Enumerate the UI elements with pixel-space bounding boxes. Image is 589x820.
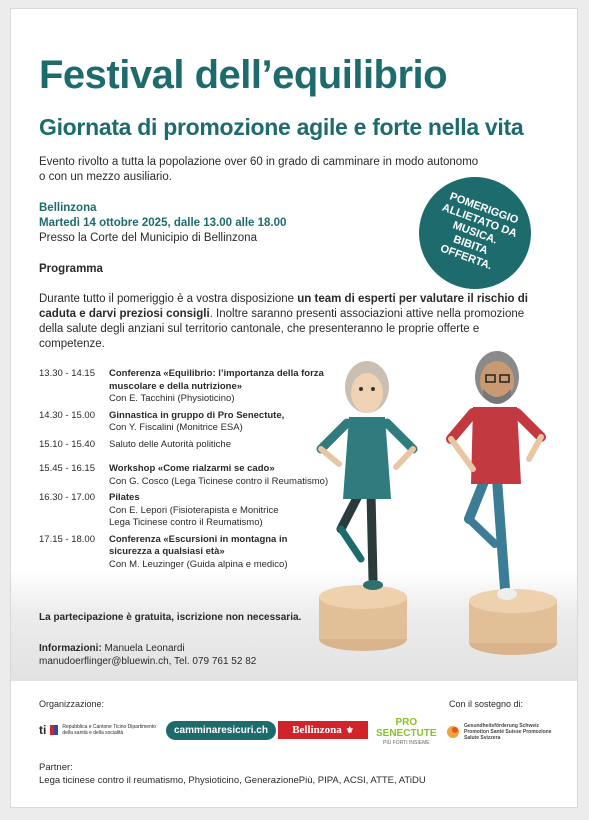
info-contact[interactable]: manudoerflinger@bluewin.ch, Tel. 079 761 52 82 xyxy=(39,656,257,667)
canton-ticino-logo xyxy=(39,723,157,737)
schedule-title: Ginnastica in gruppo di Pro Senectute, xyxy=(109,409,285,421)
partner-label: Partner: xyxy=(39,762,73,773)
schedule-speaker: Con G. Cosco (Lega Ticinese contro il Reumatismo) xyxy=(109,475,329,487)
program-heading: Programma xyxy=(39,263,103,275)
support-label: Con il sostegno di: xyxy=(449,699,524,709)
schedule-speaker: Con E. Tacchini (Physioticino) xyxy=(109,393,235,404)
poster-title: Festival dell’equilibrio xyxy=(39,53,448,97)
info-label: Informazioni: xyxy=(39,643,102,654)
ti-mark-icon: ti xyxy=(39,723,47,737)
schedule-title: Pilates xyxy=(109,492,140,503)
sponsors-footer xyxy=(11,681,578,808)
schedule-time: 14.30 - 15.00 xyxy=(39,409,95,421)
pro-senectute-logo xyxy=(376,717,437,747)
contact-info xyxy=(39,642,256,668)
schedule-speaker: Con Y. Fiscalini (Monitrice ESA) xyxy=(109,422,243,433)
program-text-bold: un team di esperti per valutare il rischio di caduta e darvi preziosi consigli xyxy=(39,293,528,320)
man-figure xyxy=(451,351,541,600)
event-city: Bellinzona xyxy=(39,202,97,214)
schedule-time: 13.30 - 14.15 xyxy=(39,368,95,379)
pro-text: PRO xyxy=(395,717,418,728)
right-pedestal xyxy=(469,589,557,655)
schedule-title: Conferenza «Equilibrio: l’importanza della forza muscolare e della nutrizione» xyxy=(109,368,324,392)
event-details xyxy=(39,201,286,246)
organization-label: Organizzazione: xyxy=(39,699,105,709)
schedule-title: Workshop «Come rialzarmi se cado» xyxy=(109,463,275,474)
schedule-row xyxy=(39,463,339,488)
info-name: Manuela Leonardi xyxy=(101,643,185,654)
camminaresicuri-logo: camminaresicuri.ch xyxy=(166,721,276,740)
schedule-row xyxy=(39,368,339,406)
schedule-time: 15.10 - 15.40 xyxy=(39,438,95,450)
senectute-text: SENECTUTE xyxy=(376,728,437,739)
left-pedestal xyxy=(319,585,407,651)
bellinzona-text: Bellinzona xyxy=(292,724,342,736)
bellinzona-crest-icon: ⚜ xyxy=(345,724,354,735)
schedule-row xyxy=(39,492,339,530)
schedule-speaker: Con M. Leuzinger (Guida alpina e medico) xyxy=(109,558,288,570)
program-text-part-2: . Inoltre saranno presenti associazioni attive nella promozione della salute degli anziani sul territorio cantonale, che presenteranno le proprie offerte e competenze. xyxy=(39,308,525,350)
intro-text xyxy=(39,155,479,185)
health-promotion-icon xyxy=(446,725,460,739)
program-schedule xyxy=(39,368,339,575)
bellinzona-logo xyxy=(278,721,368,739)
event-date: Martedì 14 ottobre 2025, dalle 13.00 alle 18.00 xyxy=(39,217,287,229)
schedule-time: 16.30 - 17.00 xyxy=(39,492,95,503)
ti-shield-icon xyxy=(50,725,58,735)
partner-list: Lega ticinese contro il reumatismo, Physioticino, GenerazionePiù, PIPA, ACSI, ATTE, ATiDU xyxy=(39,775,426,786)
poster-sheet xyxy=(10,8,578,808)
schedule-time: 17.15 - 18.00 xyxy=(39,533,95,545)
ti-text: Repubblica e Cantone Ticino Dipartimento della sanità e della socialità xyxy=(62,724,157,736)
schedule-title: Conferenza «Escursioni in montagna in sicurezza a qualsiasi età» xyxy=(109,533,288,557)
schedule-time: 15.45 - 16.15 xyxy=(39,463,95,474)
partner-section xyxy=(39,761,426,787)
intro-line-2: o con un mezzo ausiliario. xyxy=(39,171,172,183)
event-venue: Presso la Corte del Municipio di Bellinzona xyxy=(39,232,257,244)
schedule-speaker: Con E. Lepori (Fisioterapista e Monitrice Lega Ticinese contro il Reumatismo) xyxy=(109,504,279,528)
intro-line-1: Evento rivolto a tutta la popolazione over 60 in grado di camminare in modo autonomo xyxy=(39,156,479,168)
pro-senectute-tagline: PIÙ FORTI INSIEME xyxy=(382,740,430,746)
schedule-speaker: Saluto delle Autorità politiche xyxy=(109,438,231,450)
schedule-row xyxy=(39,534,339,572)
health-promotion-logo xyxy=(446,723,564,741)
free-participation-note: La partecipazione è gratuita, iscrizione non necessaria. xyxy=(39,612,302,623)
schedule-row xyxy=(39,410,339,435)
program-text-part-1: Durante tutto il pomeriggio è a vostra disposizione xyxy=(39,293,298,305)
schedule-row xyxy=(39,439,339,452)
wooden-figures-illustration xyxy=(301,339,578,669)
poster-subtitle: Giornata di promozione agile e forte nella vita xyxy=(39,114,524,140)
badge-text: POMERIGGIO ALLIETATO DA MUSICA. BIBITA OFFERTA. xyxy=(438,190,521,272)
health-promotion-text: Gesundheitsförderung Schweiz Promotion Santé Suisse Promozione Salute Svizzera xyxy=(464,723,552,741)
